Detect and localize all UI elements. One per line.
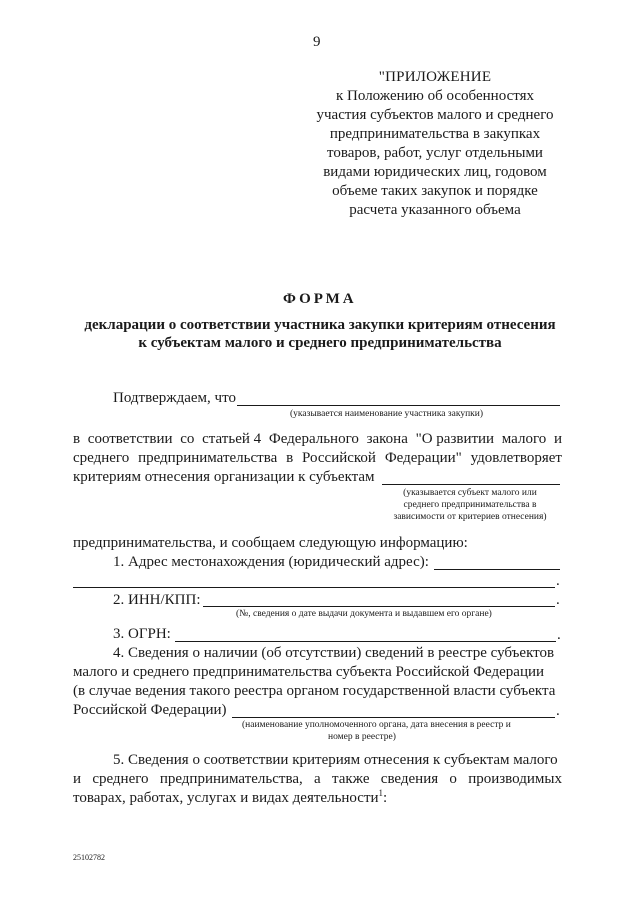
word: в: [73, 431, 81, 447]
address-label: 1. Адрес местонахождения (юридический адрес):: [113, 554, 429, 570]
word: и: [73, 771, 82, 787]
paragraph-line4: предпринимательства, и сообщаем следующую информацию:: [73, 535, 468, 551]
ogrn-field[interactable]: [175, 641, 556, 642]
page-number: 9: [313, 34, 321, 50]
registry-end-dot: .: [556, 703, 560, 719]
appendix-line: товаров, работ, услуг отдельными: [327, 145, 543, 161]
ogrn-label: 3. ОГРН:: [113, 626, 171, 642]
appendix-line: видами юридических лиц, годовом: [323, 164, 547, 180]
appendix-line: расчета указанного объема: [349, 202, 521, 218]
criteria-line3-text: товарах, работах, услугах и видах деятельности: [73, 790, 379, 806]
word: Федерации": [384, 450, 462, 466]
registry-line2: малого и среднего предпринимательства субъекта Российской Федерации: [73, 664, 545, 680]
declaration-title-line2: к субъектам малого и среднего предпринимательства: [138, 335, 502, 351]
word: и: [553, 431, 562, 447]
paragraph-line3: критериям отнесения организации к субъектам: [73, 469, 375, 485]
word: предпринимательства,: [159, 771, 303, 787]
criteria-line2: [73, 770, 562, 789]
paragraph-line2: [73, 449, 562, 468]
word: Российской: [302, 450, 376, 466]
form-title: ФОРМА: [283, 291, 357, 307]
word: статьей 4: [202, 431, 262, 447]
address-end-dot: .: [556, 573, 560, 589]
hint-line: зависимости от критериев отнесения): [393, 512, 547, 522]
word: малого: [501, 431, 547, 447]
footnote-mark[interactable]: 1: [378, 788, 384, 798]
word: закона: [366, 431, 408, 447]
document-code: 25102782: [73, 853, 105, 862]
registry-field[interactable]: [232, 717, 555, 718]
registry-line1: 4. Сведения о наличии (об отсутствии) сведений в реестре субъектов: [113, 645, 555, 661]
hint-line: (указывается субъект малого или: [403, 488, 537, 498]
appendix-block: [300, 68, 570, 220]
word: в: [286, 450, 294, 466]
confirm-label: Подтверждаем, что: [113, 390, 236, 406]
word: производимых: [468, 771, 562, 787]
word: также: [331, 771, 370, 787]
criteria-line3-colon: :: [383, 790, 388, 806]
appendix-line: предпринимательства в закупках: [329, 126, 541, 142]
word: Федерального: [268, 431, 359, 447]
registry-hint2: номер в реестре): [328, 732, 396, 742]
word: "О развитии: [415, 431, 495, 447]
appendix-heading: "ПРИЛОЖЕНИЕ: [378, 69, 492, 85]
inn-field[interactable]: [203, 606, 555, 607]
address-field-continuation[interactable]: [73, 587, 555, 588]
inn-end-dot: .: [556, 592, 560, 608]
word: соответствии: [87, 431, 173, 447]
word: среднего: [92, 771, 149, 787]
registry-line3: (в случае ведения такого реестра органом государственной власти субъекта: [73, 683, 556, 699]
participant-name-hint: (указывается наименование участника закупки): [290, 409, 484, 419]
inn-label: 2. ИНН/КПП:: [113, 592, 201, 608]
registry-line4: Российской Федерации): [73, 702, 227, 718]
address-field[interactable]: [434, 569, 560, 570]
word: со: [180, 431, 195, 447]
ogrn-end-dot: .: [557, 627, 561, 643]
registry-hint1: (наименование уполномоченного органа, дата внесения в реестр и: [242, 720, 511, 730]
criteria-line1: 5. Сведения о соответствии критериям отнесения к субъектам малого: [113, 752, 558, 768]
inn-hint: (№, сведения о дате выдачи документа и выдавшем его органе): [236, 609, 492, 619]
declaration-title-line1: декларации о соответствии участника закупки критериям отнесения: [84, 317, 556, 333]
word: а: [314, 771, 321, 787]
appendix-line: участия субъектов малого и среднего: [316, 107, 554, 123]
appendix-line: объеме таких закупок и порядке: [332, 183, 538, 199]
word: удовлетворяет: [470, 450, 562, 466]
paragraph-line1: [73, 430, 562, 449]
criteria-line3: [73, 789, 387, 808]
subject-category-hint: [375, 487, 565, 523]
participant-name-field[interactable]: [237, 405, 560, 406]
word: среднего: [73, 450, 130, 466]
appendix-line: к Положению об особенностях: [336, 88, 534, 104]
subject-category-field[interactable]: [382, 484, 560, 485]
hint-line: среднего предпринимательства в: [403, 500, 537, 510]
word: о: [449, 771, 457, 787]
word: сведения: [380, 771, 439, 787]
word: предпринимательства: [138, 450, 278, 466]
